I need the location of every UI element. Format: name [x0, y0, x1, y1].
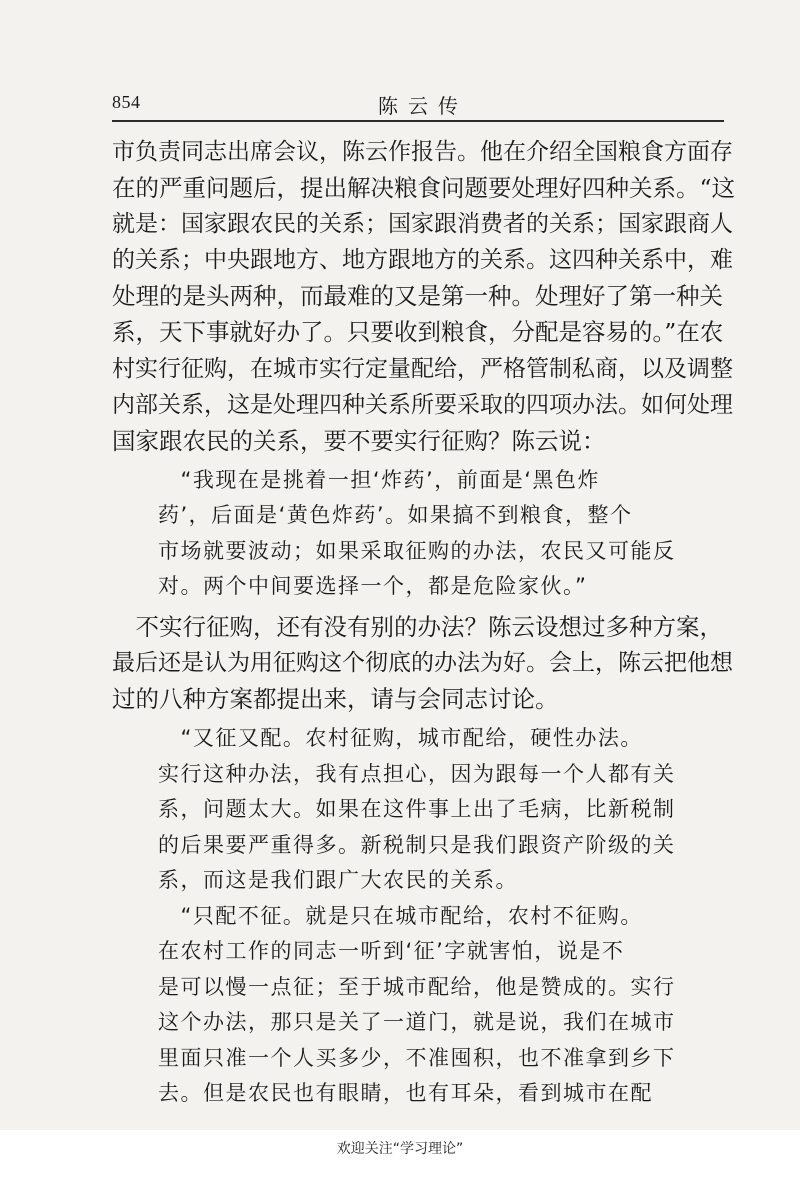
- body-text: [112, 134, 737, 1112]
- paragraph-line: 就是：国家跟农民的关系；国家跟消费者的关系；国家跟商人: [112, 211, 733, 238]
- paragraph-line: 最后还是认为用征购这个彻底的办法为好。会上，陈云把他想: [112, 649, 733, 676]
- running-title: 陈云传: [378, 94, 468, 118]
- paragraph-line: 系，天下事就好办了。只要收到粮食，分配是容易的。”在农: [112, 318, 724, 347]
- footer-caption: 欢迎关注“学习理论”: [336, 1141, 464, 1157]
- paragraph-line: 在的严重问题后，提出解决粮食问题要处理好四种关系。“这: [112, 174, 736, 203]
- quote-line: 去。但是农民也有眼睛，也有耳朵，看到城市在配: [158, 1081, 653, 1106]
- quote-line: 系，问题太大。如果在这件事上出了毛病，比新税制: [158, 797, 676, 822]
- quote-line: 对。两个中间要选择一个，都是危险家伙。”: [158, 574, 588, 599]
- quote-line: 这个办法，那只是关了一道门，就是说，我们在城市: [158, 1010, 676, 1035]
- quote-line: “我现在是挑着一担‘炸药’，前面是‘黑色炸: [158, 467, 600, 492]
- paragraph-line: 不实行征购，还有没有别的办法？陈云设想过多种方案，: [112, 612, 723, 641]
- paragraph-line: 的关系；中央跟地方、地方跟地方的关系。这四种关系中，难: [112, 247, 733, 274]
- quote-line: 药’，后面是‘黄色炸药’。如果搞不到粮食，整个: [158, 503, 633, 528]
- quote-line: 是可以慢一点征；至于城市配给，他是赞成的。实行: [158, 974, 676, 999]
- quote-line: 里面只准一个人买多少，不准囤积，也不准拿到乡下: [158, 1045, 676, 1070]
- page-number: 854: [112, 92, 141, 112]
- quote-line: 实行这种办法，我有点担心，因为跟每一个人都有关: [158, 761, 676, 786]
- paragraph-line: 市负责同志出席会议，陈云作报告。他在介绍全国粮食方面存: [112, 139, 733, 165]
- paragraph-line: 村实行征购，在城市实行定量配给，严格管制私商，以及调整: [112, 355, 733, 382]
- paragraph-line: 过的八种方案都提出来，请与会同志讨论。: [112, 685, 559, 714]
- quote-line: “只配不征。就是只在城市配给，农村不征购。: [158, 903, 643, 928]
- quote-line: “又征又配。农村征购，城市配给，硬性办法。: [158, 726, 643, 751]
- paragraph-line: 处理的是头两种，而最难的又是第一种。处理好了第一种关: [112, 282, 723, 311]
- quote-line: 在农村工作的同志一听到‘征’字就害怕，说是不: [158, 939, 625, 964]
- quote-line: 市场就要波动；如果采取征购的办法，农民又可能反: [158, 538, 676, 563]
- page-header: [112, 86, 724, 122]
- paragraph-line: 内部关系，这是处理四种关系所要采取的四项办法。如何处理: [112, 391, 733, 418]
- paragraph-line: 国家跟农民的关系，要不要实行征购？陈云说：: [112, 426, 606, 455]
- quote-line: 的后果要严重得多。新税制只是我们跟资产阶级的关: [158, 832, 676, 857]
- quote-line: 系，而这是我们跟广大农民的关系。: [158, 868, 518, 893]
